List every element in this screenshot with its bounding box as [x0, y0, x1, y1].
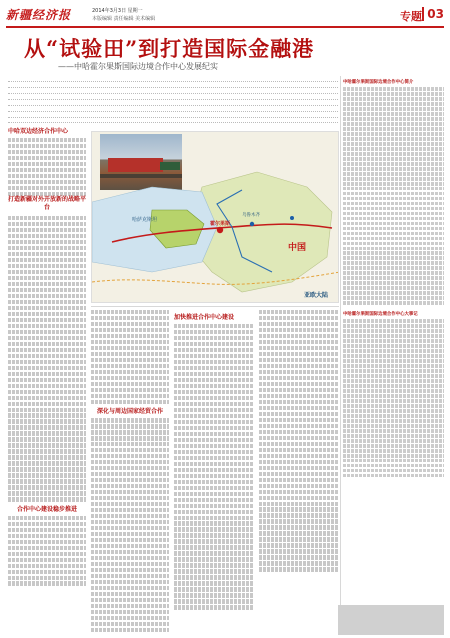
mid-section-title: 深化与周边国家经贸合作	[96, 408, 163, 416]
left-bottom-title: 合作中心建设稳步推进	[16, 505, 77, 513]
editor-credits: 本版编辑 责任编辑 美术编辑	[92, 16, 156, 22]
issue-date: 2014年3月3日 星期一	[92, 8, 143, 14]
right-sidebar-title: 中哈霍尔果斯国际边境合作中心简介	[343, 80, 414, 85]
mid-column-2	[174, 310, 254, 611]
section-name: 专题	[400, 10, 422, 23]
map-graphic	[92, 132, 339, 303]
mid-section-title-2: 加快推进合作中心建设	[174, 314, 235, 321]
banner-title: 打造新疆对外开放新的战略平台	[8, 196, 87, 211]
map-label-urumqi: 乌鲁木齐	[242, 213, 260, 218]
mid-column-3	[259, 310, 339, 573]
left-section-title: 中哈双边经济合作中心	[8, 128, 69, 135]
headline: 从“试验田”到打造国际金融港	[24, 36, 315, 61]
route-map	[91, 131, 339, 303]
left-column-top	[8, 124, 86, 198]
right-sidebar	[343, 76, 444, 479]
map-label-eurasia: 亚欧大陆	[304, 292, 329, 299]
banner-box	[8, 196, 86, 212]
mid-column-1	[91, 310, 169, 634]
right-sidebar-title-2: 中哈霍尔果斯国际边境合作中心大事记	[343, 312, 418, 318]
map-label-horgos: 霍尔果斯	[210, 221, 231, 227]
page-number: 03	[422, 7, 444, 21]
paper-name: 新疆经济报	[6, 8, 72, 22]
lead-paragraph	[8, 76, 338, 124]
footer-box	[338, 605, 444, 635]
masthead-rule	[6, 26, 444, 28]
left-column-mid	[8, 216, 86, 587]
subheadline: ——中哈霍尔果斯国际边境合作中心发展纪实	[58, 62, 218, 71]
map-label-kazakhstan: 哈萨克斯坦	[132, 217, 158, 223]
map-label-china: 中国	[288, 243, 307, 253]
masthead	[6, 4, 444, 26]
